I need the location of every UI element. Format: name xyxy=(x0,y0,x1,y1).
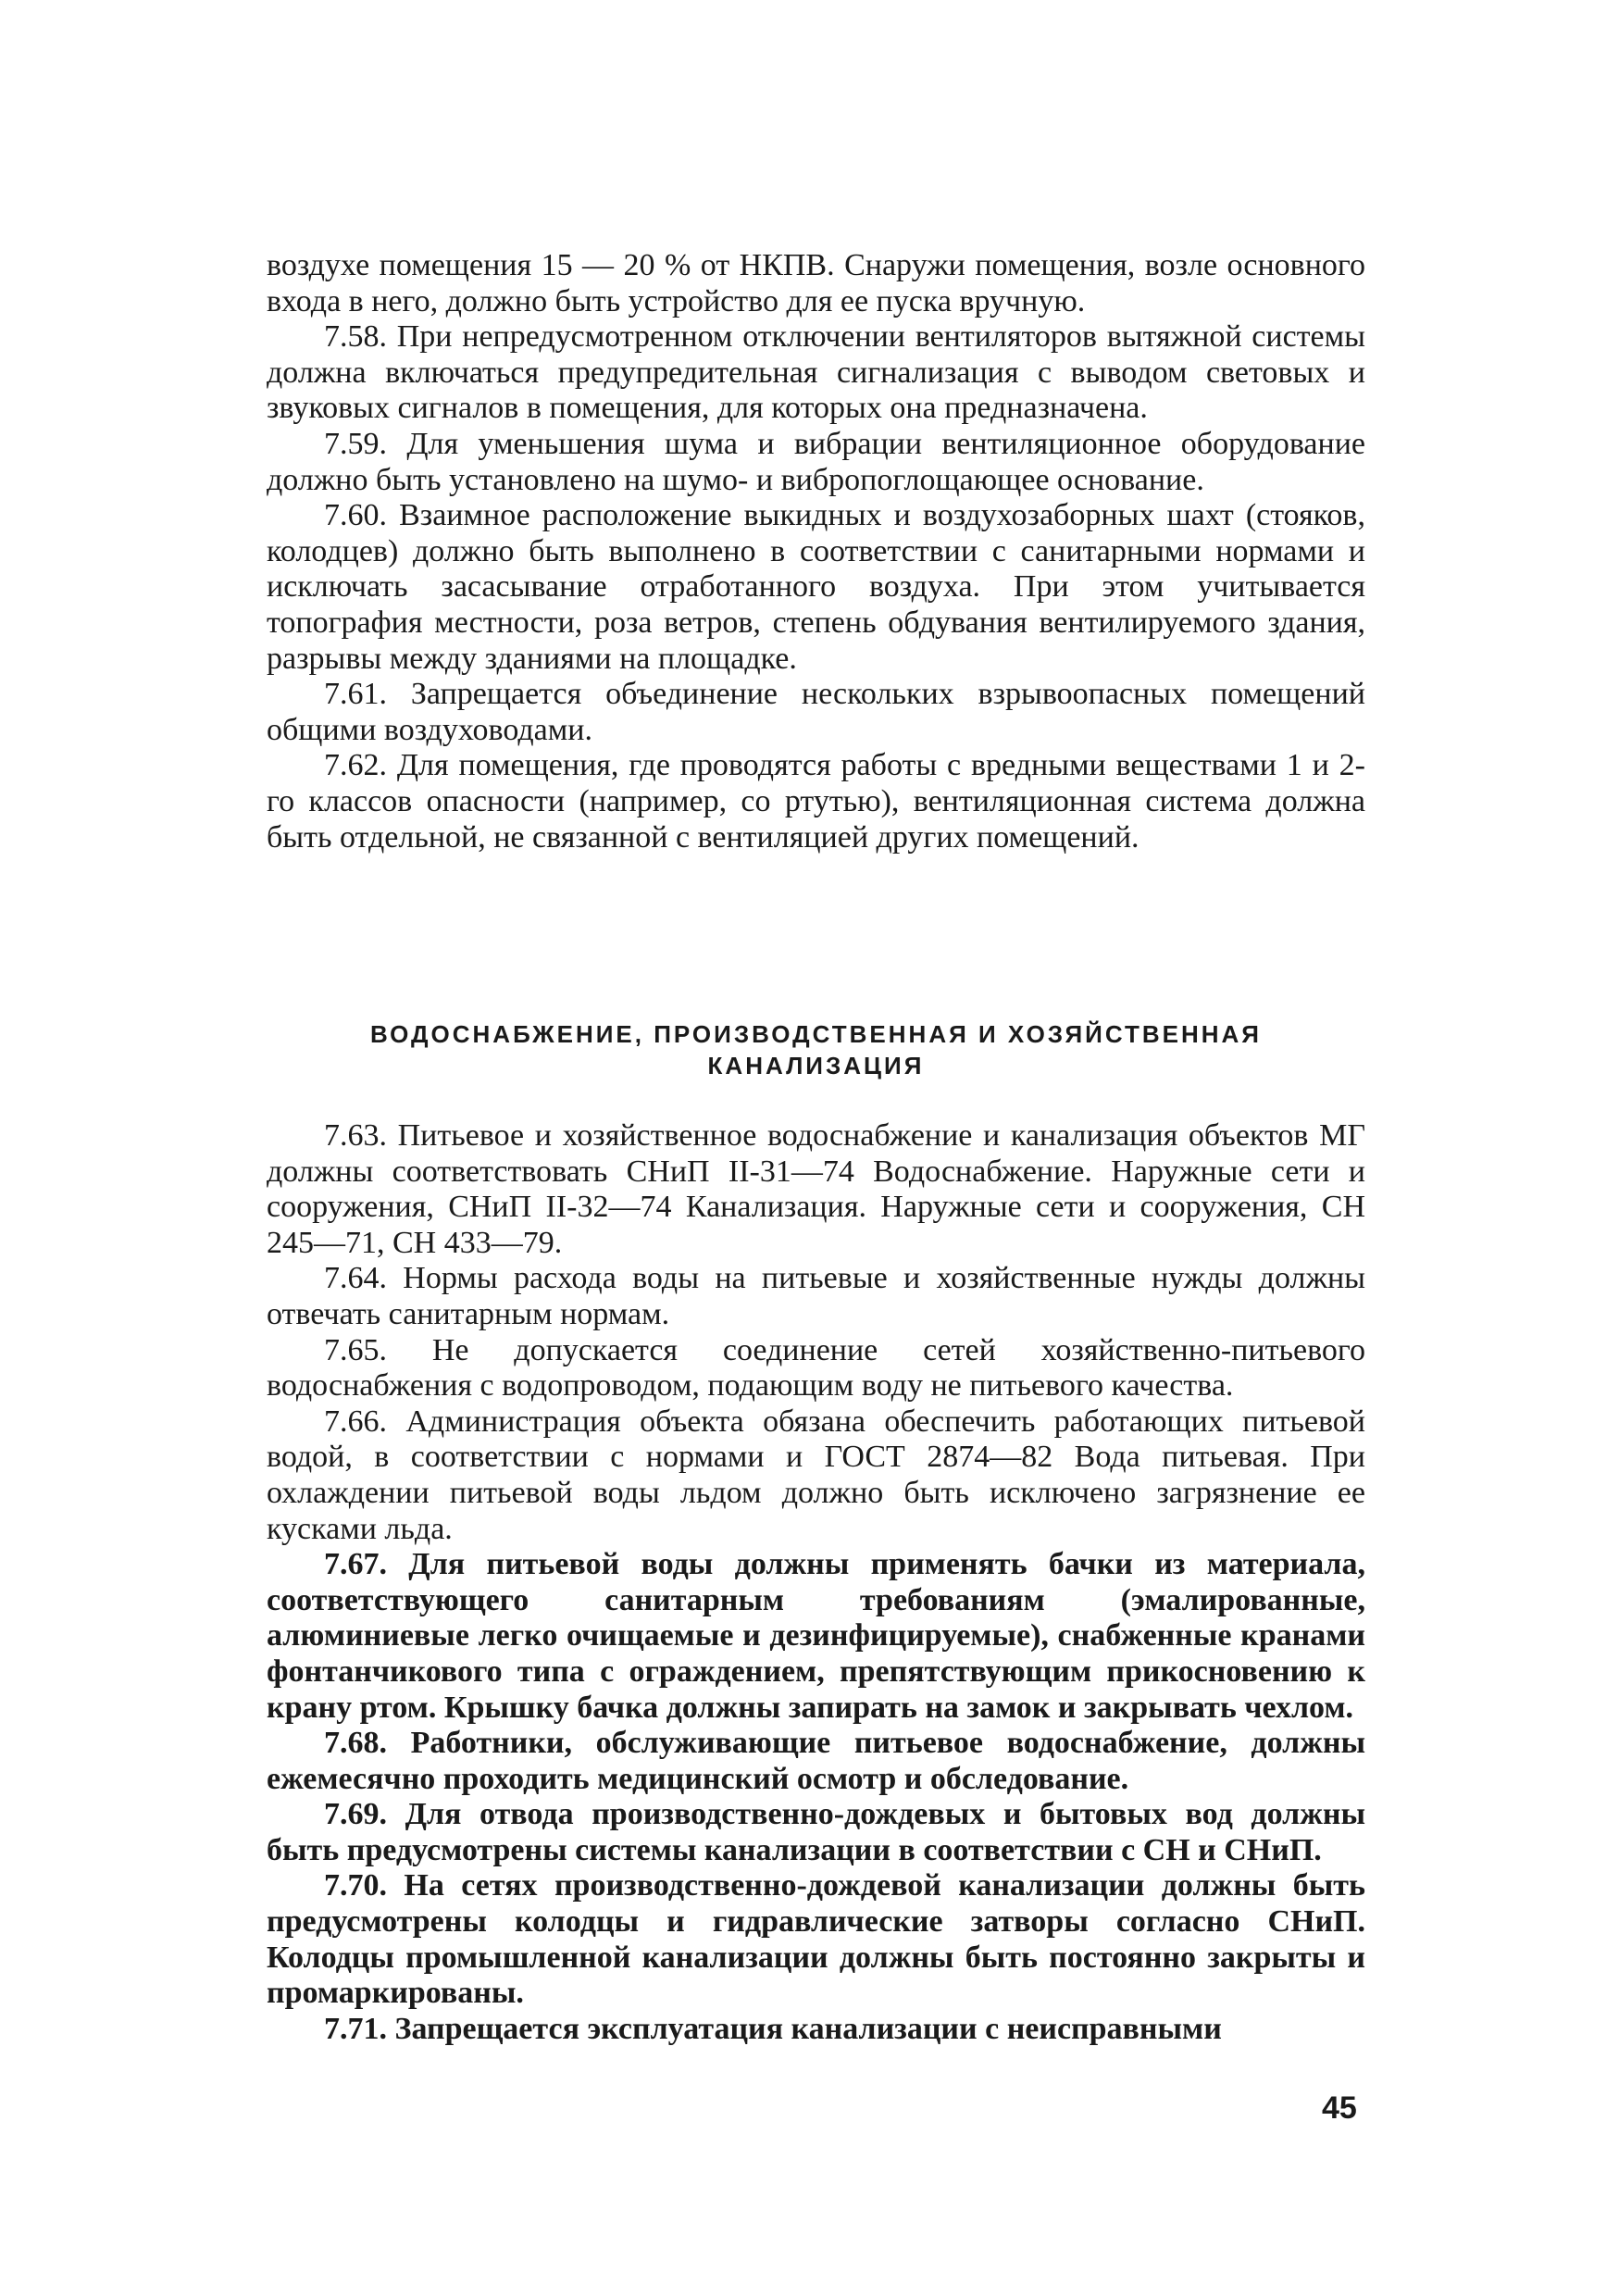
paragraph-7-59: 7.59. Для уменьшения шума и вибрации вентиляционное оборудование должно быть установлено на шумо- и вибропоглощающее основание. xyxy=(267,426,1365,497)
paragraph-7-69: 7.69. Для отвода производственно-дождевых и бытовых вод должны быть предусмотрены системы канализации в соответствии с СН и СНиП. xyxy=(267,1797,1365,1867)
paragraph-7-62: 7.62. Для помещения, где проводятся работы с вредными веществами 1 и 2-го классов опасности (например, со ртутью), вентиляционная система должна быть отдельной, не связанной с вентиляцией других помещений. xyxy=(267,748,1365,855)
paragraph-7-58: 7.58. При непредусмотренном отключении вентиляторов вытяжной системы должна включаться предупредительная сигнализация с выводом световых и звуковых сигналов в помещения, для которых она предназначена. xyxy=(267,319,1365,426)
text-block-water-supply xyxy=(267,1118,1365,2047)
paragraph-7-65: 7.65. Не допускается соединение сетей хозяйственно-питьевого водоснабжения с водопроводом, подающим воду не питьевого качества. xyxy=(267,1332,1365,1404)
paragraph-7-60: 7.60. Взаимное расположение выкидных и воздухозаборных шахт (стояков, колодцев) должно быть выполнено в соответствии с санитарными нормами и исключать засасывание отработанного воздуха. При этом учитывается топография местности, роза ветров, степень обдувания вентилируемого здания, разрывы между зданиями на площадке. xyxy=(267,498,1365,676)
page-number: 45 xyxy=(1322,2090,1357,2126)
paragraph-7-66: 7.66. Администрация объекта обязана обеспечить работающих питьевой водой, в соответствии с нормами и ГОСТ 2874—82 Вода питьевая. При охлаждении питьевой воды льдом должно быть исключено загрязнение ее кусками льда. xyxy=(267,1404,1365,1546)
text-block-ventilation xyxy=(267,248,1365,855)
section-heading-line-2: КАНАЛИЗАЦИЯ xyxy=(707,1052,925,1079)
section-heading-line-1: ВОДОСНАБЖЕНИЕ, ПРОИЗВОДСТВЕННАЯ И ХОЗЯЙСТВЕННАЯ xyxy=(370,1020,1262,1048)
paragraph-7-70: 7.70. На сетях производственно-дождевой канализации должны быть предусмотрены колодцы и гидравлические затворы согласно СНиП. Колодцы промышленной канализации должны быть постоянно закрыты и промаркированы. xyxy=(267,1868,1365,2011)
paragraph-7-67: 7.67. Для питьевой воды должны применять бачки из материала, соответствующего санитарным требованиям (эмалированные, алюминиевые легко очищаемые и дезинфицируемые), снабженные кранами фонтанчикового типа с ограждением, препятствующим прикосновению к крану ртом. Крышку бачка должны запирать на замок и закрывать чехлом. xyxy=(267,1547,1365,1725)
paragraph-7-68: 7.68. Работники, обслуживающие питьевое водоснабжение, должны ежемесячно проходить медицинский осмотр и обследование. xyxy=(267,1726,1365,1796)
paragraph-continuation: воздухе помещения 15 — 20 % от НКПВ. Снаружи помещения, возле основного входа в него, должно быть устройство для ее пуска вручную. xyxy=(267,248,1365,318)
paragraph-7-61: 7.61. Запрещается объединение нескольких взрывоопасных помещений общими воздуховодами. xyxy=(267,677,1365,747)
paragraph-7-64: 7.64. Нормы расхода воды на питьевые и хозяйственные нужды должны отвечать санитарным нормам. xyxy=(267,1261,1365,1331)
paragraph-7-71: 7.71. Запрещается эксплуатация канализации с неисправными xyxy=(324,2011,1222,2046)
paragraph-7-63: 7.63. Питьевое и хозяйственное водоснабжение и канализация объектов МГ должны соответствовать СНиП II-31—74 Водоснабжение. Наружные сети и сооружения, СНиП II-32—74 Канализация. Наружные сети и сооружения, СН 245—71, СН 433—79. xyxy=(267,1118,1365,1260)
section-heading xyxy=(267,1018,1365,1081)
